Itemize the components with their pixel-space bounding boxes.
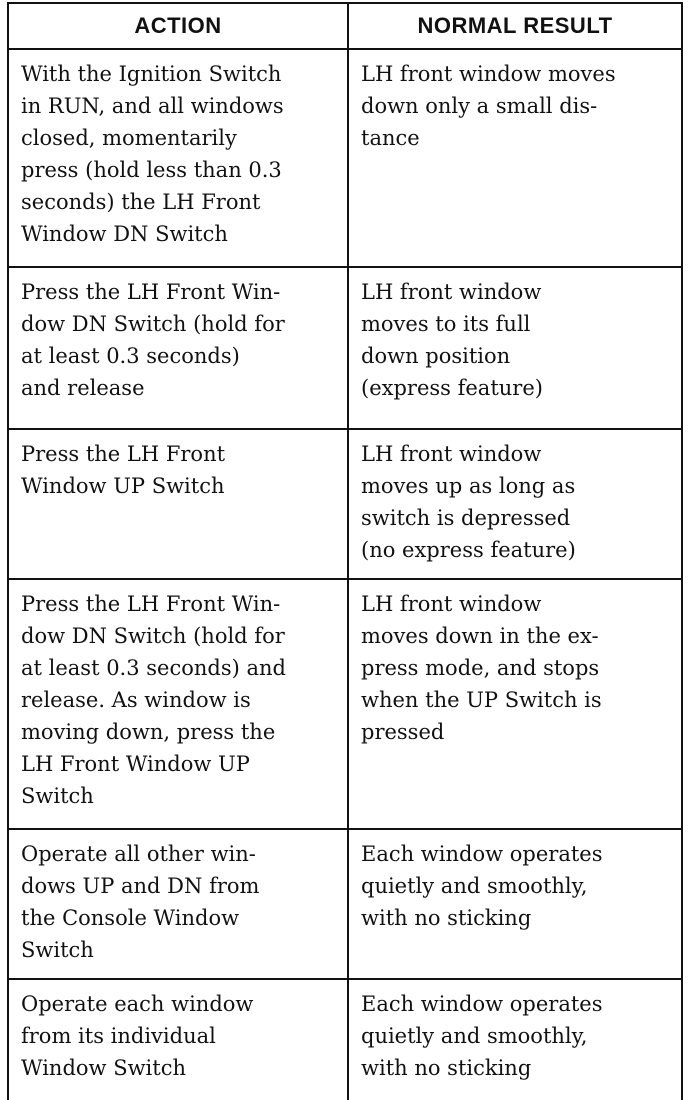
result-text: LH front window moves down in the ex- press mode, and stops when the UP Switch is pressed xyxy=(361,592,602,744)
table-header-row xyxy=(8,3,682,49)
result-cell xyxy=(348,579,682,829)
table-row xyxy=(8,979,682,1100)
result-text: LH front window moves to its full down position (express feature) xyxy=(361,280,543,400)
action-text: Press the LH Front Win- dow DN Switch (hold for at least 0.3 seconds) and release. As window is moving down, press the LH Front Window UP Switch xyxy=(21,592,286,808)
result-text: LH front window moves up as long as switch is depressed (no express feature) xyxy=(361,442,576,562)
test-procedure-table xyxy=(7,2,683,1100)
result-text: LH front window moves down only a small dis- tance xyxy=(361,62,616,150)
action-cell xyxy=(8,267,348,429)
result-text: Each window operates quietly and smoothly, with no sticking xyxy=(361,992,603,1080)
action-column-header: ACTION xyxy=(8,3,348,49)
result-cell xyxy=(348,429,682,579)
result-cell xyxy=(348,829,682,979)
result-cell xyxy=(348,49,682,267)
action-text: With the Ignition Switch in RUN, and all windows closed, momentarily press (hold less than 0.3 seconds) the LH Front Window DN Switch xyxy=(21,62,284,246)
table-row xyxy=(8,829,682,979)
action-cell xyxy=(8,579,348,829)
action-text: Press the LH Front Window UP Switch xyxy=(21,442,226,498)
action-cell xyxy=(8,429,348,579)
table-row xyxy=(8,579,682,829)
action-cell xyxy=(8,979,348,1100)
table-row xyxy=(8,49,682,267)
action-text: Operate each window from its individual Window Switch xyxy=(21,992,254,1080)
action-cell xyxy=(8,829,348,979)
action-cell xyxy=(8,49,348,267)
action-text: Press the LH Front Win- dow DN Switch (hold for at least 0.3 seconds) and release xyxy=(21,280,285,400)
normal-result-column-header: NORMAL RESULT xyxy=(348,3,682,49)
table-row xyxy=(8,267,682,429)
action-text: Operate all other win- dows UP and DN from the Console Window Switch xyxy=(21,842,260,962)
result-text: Each window operates quietly and smoothly, with no sticking xyxy=(361,842,603,930)
result-cell xyxy=(348,267,682,429)
table-row xyxy=(8,429,682,579)
result-cell xyxy=(348,979,682,1100)
